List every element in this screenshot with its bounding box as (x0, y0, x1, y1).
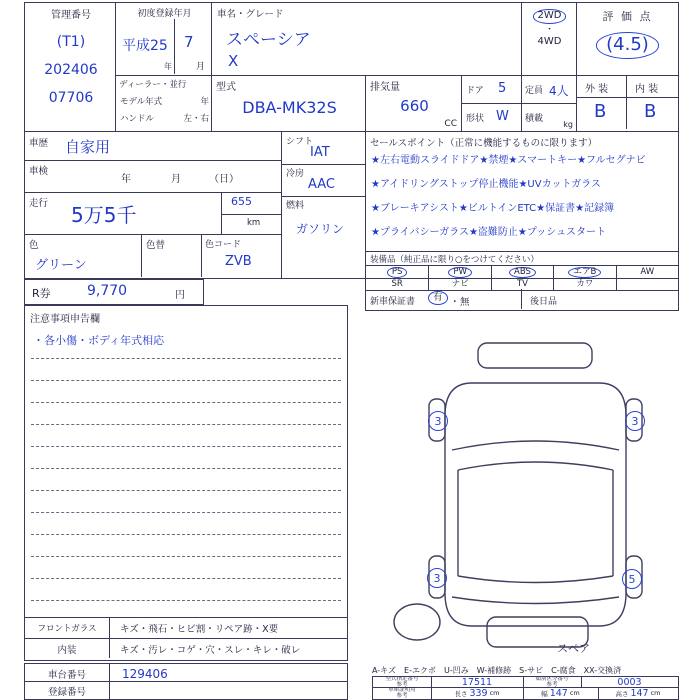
load-unit: kg (563, 120, 573, 129)
displacement-box (365, 75, 464, 133)
sales-points-box (365, 131, 679, 253)
door-value: 5 (498, 81, 507, 96)
equipment-item-navi: ナビ (451, 279, 469, 289)
notes-entry: ・各小傷・ボディ年式相応 (33, 334, 165, 347)
equipment-item-sr: SR (391, 279, 403, 289)
equipment-item-airbag: エアB (568, 267, 601, 278)
length-label: 長さ (454, 689, 468, 698)
rear-window-base-line (452, 597, 619, 604)
car-grade-value: X (228, 52, 239, 70)
windshield-base-line (458, 462, 613, 470)
drive-dot: ・ (544, 24, 554, 35)
first-registration-box (115, 2, 214, 77)
ac-label: 冷房 (286, 169, 305, 179)
warranty-row (366, 289, 678, 309)
model-code-box (211, 75, 368, 133)
chassis-value: 129406 (122, 666, 168, 681)
height-cell (598, 687, 678, 699)
length-unit: cm (489, 689, 500, 697)
warranty-label: 新車保証書 (370, 297, 416, 307)
mgmt-number-box (24, 2, 118, 133)
displacement-label: 排気量 (370, 82, 400, 93)
class-number-value: 0003 (617, 676, 642, 688)
drivetrain-column (281, 131, 367, 279)
vehicle-details-box (24, 131, 283, 279)
spare-tire (394, 604, 440, 640)
length-value: 339 (469, 687, 488, 699)
model-designation-label-main: 型式指定番号 (385, 677, 419, 682)
ac-fuel-divider (282, 196, 366, 197)
model-designation-label-ref: 参考 (396, 682, 408, 687)
width-value: 147 (549, 687, 568, 699)
damage-mark-value: 3 (631, 414, 639, 428)
color-code-value: ZVB (225, 254, 252, 269)
equipment-item-abs: ABS (509, 267, 536, 278)
grade-header-divider (577, 97, 678, 98)
equipment-item-empty (642, 284, 652, 286)
door-shape-divider (462, 103, 523, 104)
equipment-cell-abs (491, 266, 553, 278)
class-number-label-main: 類別区分番号 (535, 677, 569, 682)
rken-unit: 円 (175, 290, 185, 301)
warranty-no: 無 (460, 297, 470, 308)
equipment-item-aw: AW (640, 266, 655, 277)
front-bumper (478, 343, 592, 368)
damage-mark-rear-right (622, 569, 642, 589)
details-divider-2 (25, 192, 282, 193)
equipment-item-pw: PW (448, 267, 472, 278)
equipment-item-tv: TV (516, 279, 528, 289)
color-change-label: 色替 (146, 240, 166, 251)
width-label: 幅 (541, 689, 548, 698)
drive-2wd: 2WD (533, 9, 567, 24)
notes-box (24, 305, 348, 619)
details-divider-3 (25, 234, 282, 235)
equipment-cell-pw (428, 266, 490, 278)
sales-point-line: ★アイドリングストップ停止機能★UVカットガラス (371, 179, 601, 190)
shift-ac-divider (282, 164, 366, 165)
first-reg-month-unit: 月 (196, 62, 206, 72)
glass-interior-box (24, 617, 348, 661)
ac-value: AAC (308, 177, 335, 192)
exterior-interior-box (576, 75, 679, 133)
car-name-label: 車名・グレード (217, 9, 284, 20)
width-cell (523, 687, 598, 699)
color-value: グリーン (35, 258, 87, 273)
dealer-box (115, 75, 214, 133)
mileage-label: 走行 (29, 198, 49, 209)
interior-grade: B (644, 101, 657, 122)
specs-table (372, 676, 679, 700)
shape-value: W (496, 109, 509, 124)
equipment-title: 装備品（純正品に限り○をつけてください） (370, 255, 539, 265)
class-number-label-ref: 参考 (546, 682, 558, 687)
car-name-value: スペーシア (226, 30, 311, 50)
equipment-cell-ps (366, 266, 428, 278)
damage-mark-value: 3 (434, 414, 442, 428)
registration-number-box (24, 681, 348, 700)
displacement-unit: CC (444, 119, 457, 129)
car-diagram (352, 318, 687, 663)
car-body-outline (445, 383, 626, 626)
score-value: (4.5) (596, 32, 659, 59)
notes-title: 注意事項申告欄 (30, 314, 100, 325)
chassis-label: 車台番号 (25, 664, 110, 683)
warranty-yes: 有 (428, 291, 448, 305)
color-label: 色 (29, 240, 39, 251)
mileage-meter: 655 (231, 195, 252, 208)
drive-type-box (521, 2, 578, 77)
capacity-load-divider (522, 103, 578, 104)
notes-dashed-lines (25, 306, 347, 618)
equipment-box (365, 251, 679, 311)
damage-legend: A-キズ E-エクボ U-凹み W-補修跡 S-サビ C-腐食 XX-交換済 (372, 666, 622, 675)
inspection-label: 車検 (29, 166, 49, 177)
shift-value: IAT (310, 145, 330, 160)
model-code-value: DBA-MK32S (242, 98, 337, 117)
garage-certificate-label (373, 687, 431, 699)
interior-label: 内 装 (635, 84, 659, 95)
model-code-label: 型式 (216, 82, 236, 93)
fuel-label: 燃料 (286, 201, 305, 211)
door-label: ドア (466, 86, 484, 96)
shape-label: 形状 (466, 114, 485, 124)
door-shape-box (461, 75, 524, 133)
mileage-value: 5万5千 (71, 203, 137, 227)
equipment-item-ps: PS (387, 267, 408, 278)
garage-certificate-label-main: 車庫証明用 (388, 687, 416, 693)
exterior-label: 外 装 (585, 84, 609, 95)
first-reg-label: 初度登録年月 (137, 9, 192, 19)
front-glass-value: キズ・飛石・ヒビ割・リペア跡・X要 (120, 624, 279, 635)
damage-mark-value: 5 (628, 572, 636, 586)
mgmt-line3: 07706 (48, 90, 94, 106)
height-value: 147 (630, 687, 649, 699)
equipment-item-leather: カワ (576, 279, 594, 289)
interior-row-label: 内装 (25, 639, 110, 658)
front-glass-label: フロントガラス (25, 618, 110, 638)
mgmt-line2: 202406 (44, 62, 98, 78)
rken-label: R券 (32, 287, 51, 300)
damage-mark-rear-left (427, 568, 447, 588)
color-divider-2 (201, 234, 202, 277)
handle-value: 左・右 (183, 114, 209, 124)
displacement-value: 660 (400, 97, 429, 115)
mileage-cell-divider (221, 192, 222, 234)
first-reg-month: 7 (184, 33, 194, 51)
first-reg-era: 平成25 (122, 38, 168, 54)
equipment-cell-airbag (553, 266, 615, 278)
inspection-year: 年 (121, 174, 131, 185)
registration-label: 登録番号 (25, 682, 110, 699)
inspection-month: 月 (171, 174, 181, 185)
first-reg-divider (174, 19, 175, 74)
capacity-load-box (521, 75, 579, 133)
details-divider-1 (25, 160, 282, 161)
color-divider-1 (141, 234, 142, 277)
equipment-cell-aw (616, 266, 678, 278)
length-cell (431, 687, 523, 699)
load-label: 積載 (525, 114, 544, 124)
sales-point-line: ★左右電動スライドドア★禁煙★スマートキー★フルセグナビ (371, 155, 646, 166)
equipment-grid (366, 265, 678, 291)
handle-label: ハンドル (120, 114, 155, 124)
mgmt-line1: (T1) (56, 34, 86, 50)
history-value: 自家用 (65, 138, 111, 156)
history-label: 車歴 (29, 138, 49, 149)
mileage-unit-divider (221, 214, 281, 215)
rken-value: 9,770 (87, 283, 128, 299)
shift-label: シフト (286, 137, 314, 147)
sales-point-line: ★ブレーキアシスト★ビルトインETC★保証書★記録簿 (371, 203, 615, 214)
sales-point-line: ★プライバシーガラス★盗難防止★プッシュスタート (371, 227, 606, 238)
model-year-unit: 年 (200, 97, 209, 107)
interior-row-value: キズ・汚レ・コゲ・穴・スレ・キレ・破レ (120, 644, 301, 656)
capacity-label: 定員 (525, 86, 544, 96)
dealer-row1: ディーラー・並行 (119, 80, 187, 90)
fuel-value: ガソリン (296, 222, 345, 236)
capacity-value: 4人 (549, 84, 569, 98)
grade-col-divider (626, 76, 627, 129)
drive-4wd: 4WD (537, 35, 562, 47)
inspection-day: （日） (209, 174, 239, 185)
exterior-grade: B (594, 101, 607, 122)
color-code-label: 色コード (205, 240, 242, 250)
width-unit: cm (569, 689, 580, 697)
class-number-label (523, 677, 581, 687)
model-year-label: モデル年式 (120, 97, 163, 107)
rear-window-top-line (458, 576, 613, 583)
damage-mark-front-right (625, 411, 645, 431)
model-designation-label (373, 677, 431, 687)
warranty-divider (521, 289, 522, 309)
first-reg-era-unit: 年 (164, 62, 172, 71)
mileage-unit: km (247, 218, 261, 228)
warranty-dot: ・ (450, 297, 460, 308)
car-name-box (211, 2, 523, 77)
score-label: 評 価 点 (602, 10, 653, 23)
score-box (576, 2, 679, 77)
height-unit: cm (650, 689, 661, 697)
height-label: 高さ (615, 689, 629, 698)
car-top-view (352, 318, 687, 663)
damage-mark-front-left (428, 411, 448, 431)
model-designation-value: 17511 (461, 676, 493, 688)
mgmt-label: 管理番号 (51, 10, 91, 21)
later-item-label: 後日品 (530, 297, 558, 307)
spare-label: スペア (557, 642, 590, 655)
garage-certificate-label-ref: 参考 (396, 693, 408, 699)
sales-points-title: セールスポイント（正常に機能するものに限ります） (370, 138, 598, 149)
recycle-ticket-box (24, 279, 204, 305)
damage-mark-value: 3 (433, 571, 441, 585)
windshield-top-line (452, 441, 619, 450)
